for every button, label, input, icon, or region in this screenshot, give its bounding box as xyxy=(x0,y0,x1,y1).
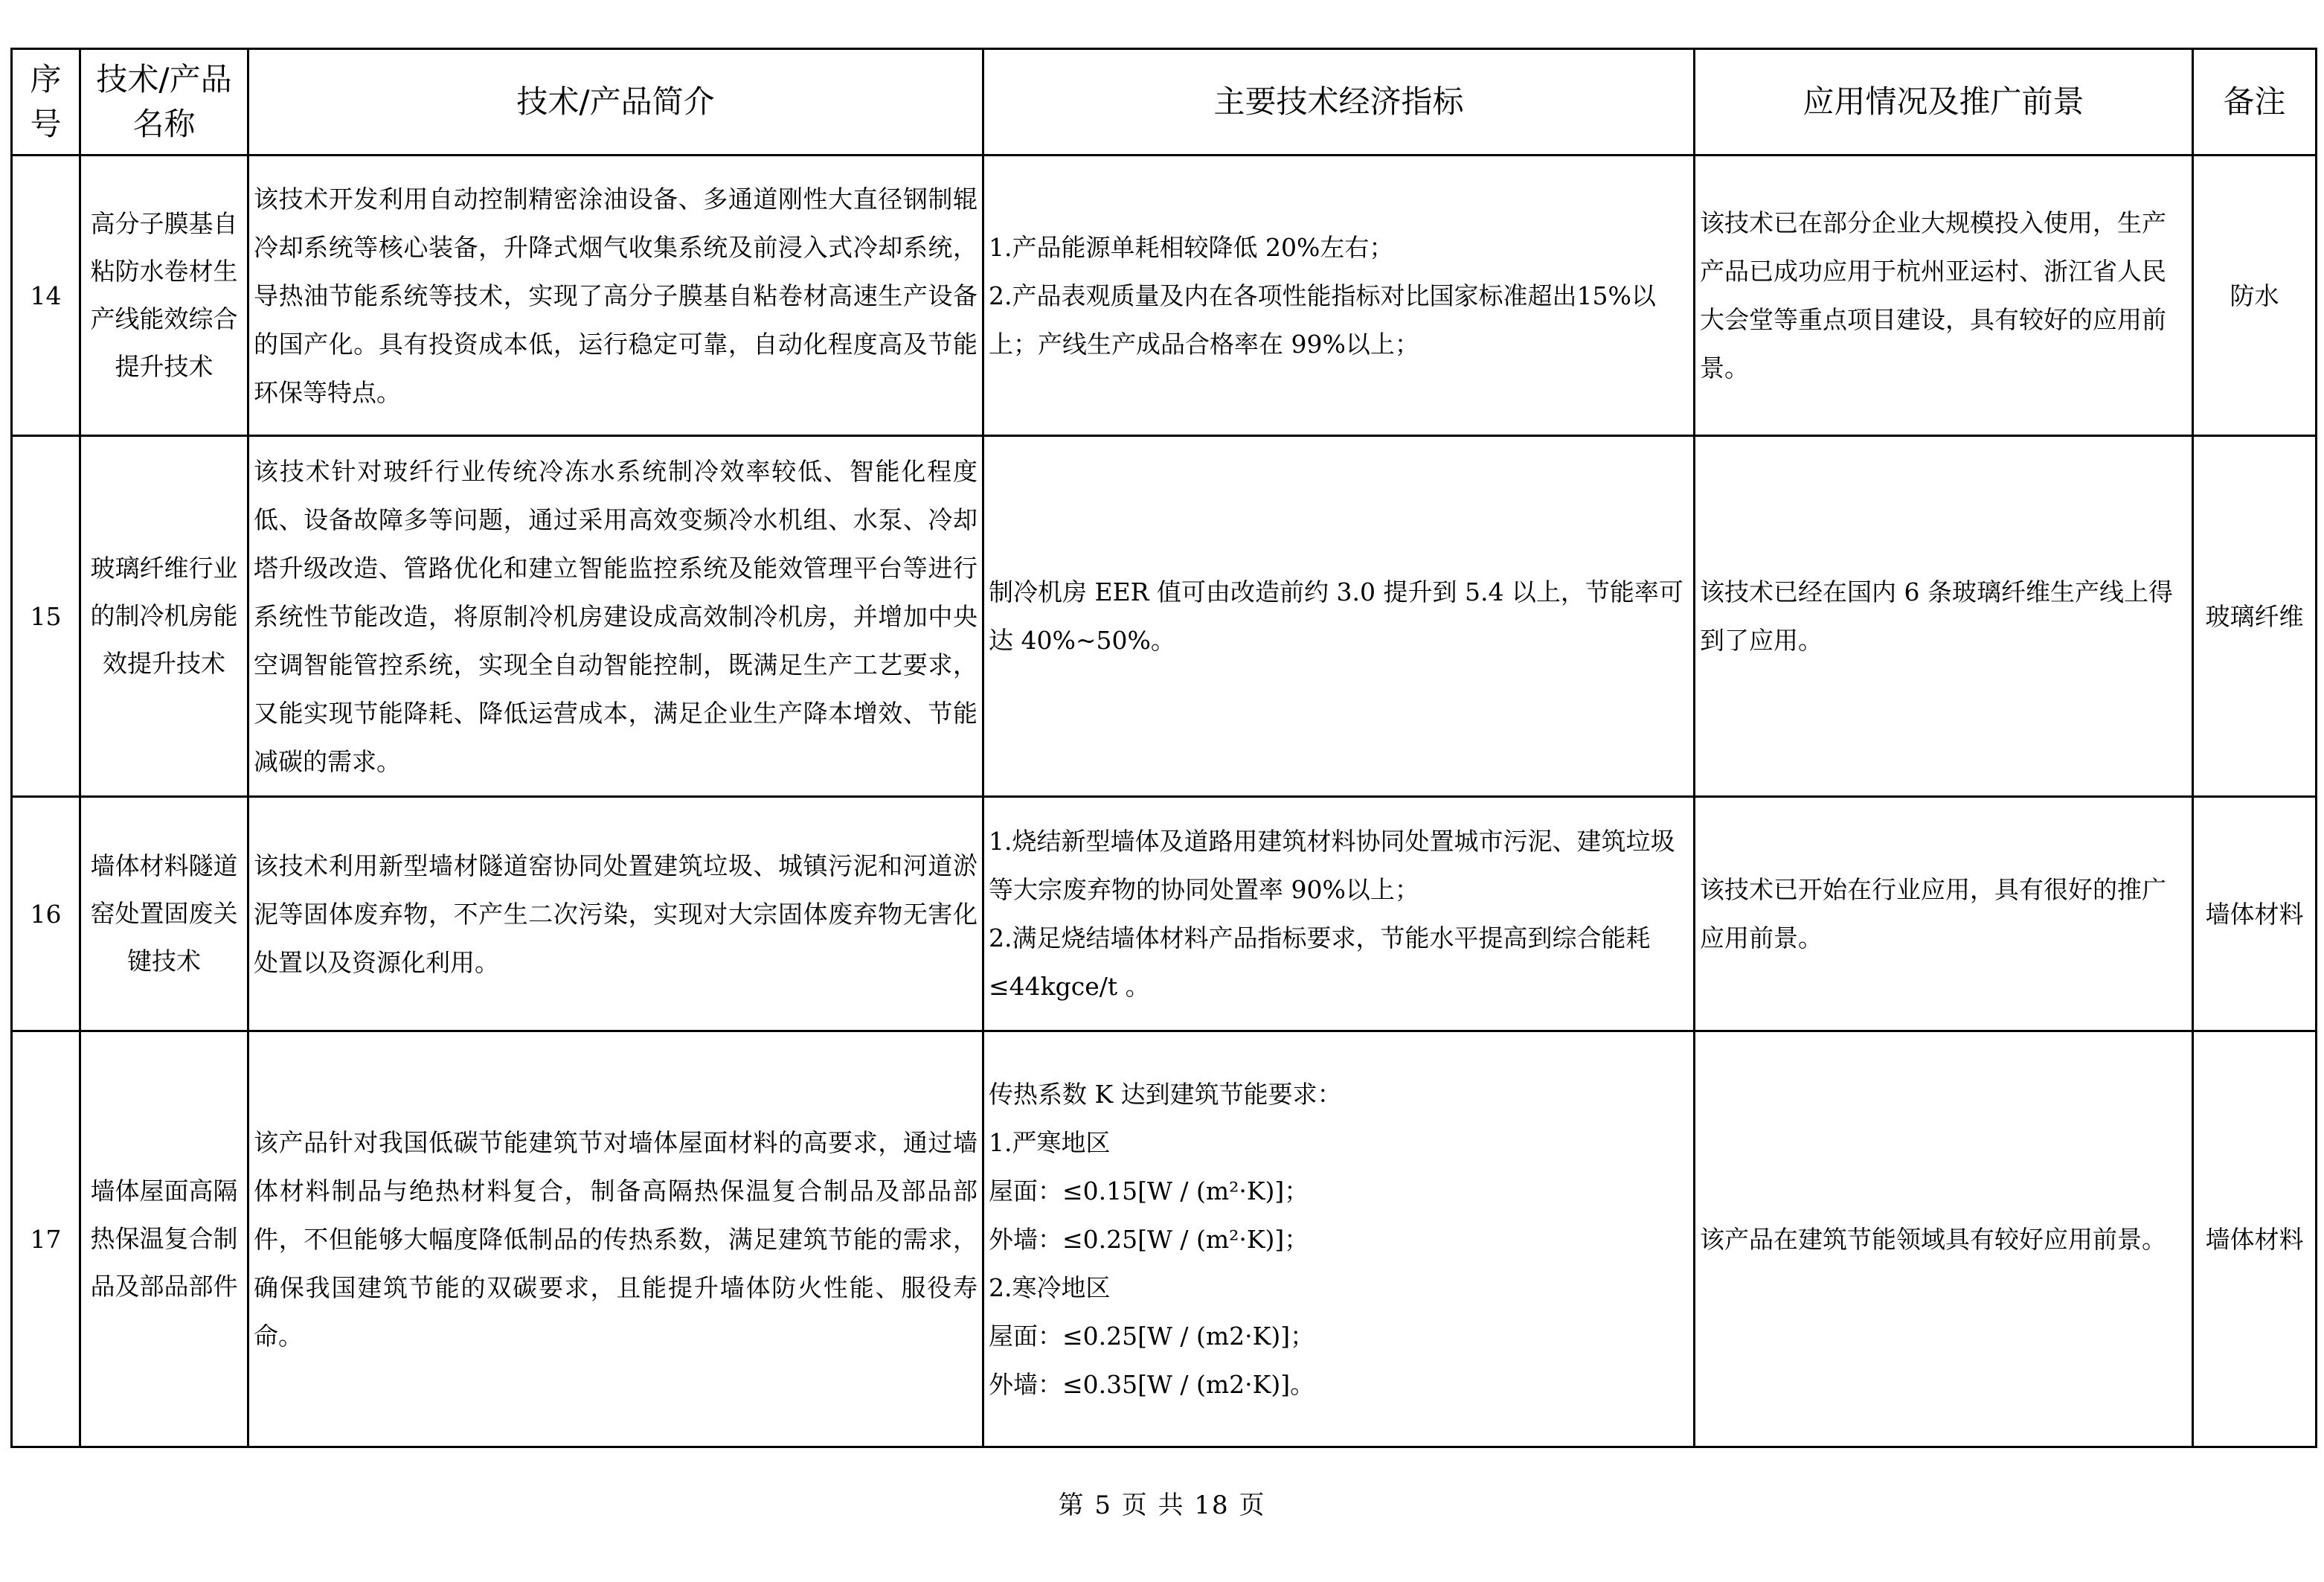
page-number-footer: 第 5 页 共 18 页 xyxy=(1058,1490,1266,1520)
header-name: 技术/产品名称 xyxy=(80,49,248,156)
table-header-row xyxy=(12,49,2317,156)
cell-indicators xyxy=(983,797,1695,1031)
header-no: 序号 xyxy=(12,49,80,156)
cell-intro: 该技术开发利用自动控制精密涂油设备、多通道刚性大直径钢制辊冷却系统等核心装备，升降式烟气收集系统及前浸入式冷却系统，导热油节能系统等技术，实现了高分子膜基自粘卷材高速生产设备的国产化。具有投资成本低，运行稳定可靠，自动化程度高及节能环保等特点。 xyxy=(248,156,983,436)
table-row xyxy=(12,156,2317,436)
table-row xyxy=(12,436,2317,797)
cell-application: 该技术已开始在行业应用，具有很好的推广应用前景。 xyxy=(1695,797,2193,1031)
cell-no: 15 xyxy=(12,436,80,797)
cell-application: 该产品在建筑节能领域具有较好应用前景。 xyxy=(1695,1031,2193,1447)
cell-intro: 该产品针对我国低碳节能建筑节对墙体屋面材料的高要求，通过墙体材料制品与绝热材料复合，制备高隔热保温复合制品及部品部件，不但能够大幅度降低制品的传热系数，满足建筑节能的需求，确保我国建筑节能的双碳要求，且能提升墙体防火性能、服役寿命。 xyxy=(248,1031,983,1447)
indicator-line: 2.产品表观质量及内在各项性能指标对比国家标准超出15%以上；产线生产成品合格率在 99%以上； xyxy=(989,281,1656,359)
indicator-line: 1.严寒地区 xyxy=(989,1127,1111,1157)
indicator-line: 制冷机房 EER 值可由改造前约 3.0 提升到 5.4 以上，节能率可达 40%~50%。 xyxy=(989,577,1683,655)
header-application: 应用情况及推广前景 xyxy=(1695,49,2193,156)
indicator-line: 屋面：≤0.25[W / (m2·K)]； xyxy=(989,1321,1315,1351)
cell-note: 防水 xyxy=(2193,156,2317,436)
cell-application: 该技术已经在国内 6 条玻璃纤维生产线上得到了应用。 xyxy=(1695,436,2193,797)
indicator-line: 传热系数 K 达到建筑节能要求： xyxy=(989,1079,1342,1109)
indicator-line: 外墙：≤0.35[W / (m2·K)]。 xyxy=(989,1369,1315,1399)
cell-name: 墙体材料隧道窑处置固废关键技术 xyxy=(80,797,248,1031)
cell-indicators xyxy=(983,1031,1695,1447)
table-row xyxy=(12,1031,2317,1447)
indicator-line: 1.产品能源单耗相较降低 20%左右； xyxy=(989,232,1394,262)
cell-indicators xyxy=(983,156,1695,436)
cell-indicators xyxy=(983,436,1695,797)
cell-no: 17 xyxy=(12,1031,80,1447)
header-note: 备注 xyxy=(2193,49,2317,156)
cell-no: 14 xyxy=(12,156,80,436)
cell-note: 玻璃纤维 xyxy=(2193,436,2317,797)
indicator-line: 屋面：≤0.15[W / (m²·K)]； xyxy=(989,1176,1309,1205)
cell-name: 高分子膜基自粘防水卷材生产线能效综合提升技术 xyxy=(80,156,248,436)
header-indicators: 主要技术经济指标 xyxy=(983,49,1695,156)
indicator-line: 2.寒冷地区 xyxy=(989,1272,1111,1302)
header-intro: 技术/产品简介 xyxy=(248,49,983,156)
cell-note: 墙体材料 xyxy=(2193,797,2317,1031)
cell-name: 玻璃纤维行业的制冷机房能效提升技术 xyxy=(80,436,248,797)
table-row xyxy=(12,797,2317,1031)
cell-name: 墙体屋面高隔热保温复合制品及部品部件 xyxy=(80,1031,248,1447)
cell-intro: 该技术利用新型墙材隧道窑协同处置建筑垃圾、城镇污泥和河道淤泥等固体废弃物，不产生二次污染，实现对大宗固体废弃物无害化处置以及资源化利用。 xyxy=(248,797,983,1031)
cell-intro: 该技术针对玻纤行业传统冷冻水系统制冷效率较低、智能化程度低、设备故障多等问题，通过采用高效变频冷水机组、水泵、冷却塔升级改造、管路优化和建立智能监控系统及能效管理平台等进行系统性节能改造，将原制冷机房建设成高效制冷机房，并增加中央空调智能管控系统，实现全自动智能控制，既满足生产工艺要求，又能实现节能降耗、降低运营成本，满足企业生产降本增效、节能减碳的需求。 xyxy=(248,436,983,797)
technology-catalog-table xyxy=(10,48,2317,1448)
cell-application: 该技术已在部分企业大规模投入使用，生产产品已成功应用于杭州亚运村、浙江省人民大会堂等重点项目建设，具有较好的应用前景。 xyxy=(1695,156,2193,436)
cell-note: 墙体材料 xyxy=(2193,1031,2317,1447)
cell-no: 16 xyxy=(12,797,80,1031)
indicator-line: 2.满足烧结墙体材料产品指标要求，节能水平提高到综合能耗 ≤44kgce/t 。 xyxy=(989,923,1658,1001)
indicator-line: 外墙：≤0.25[W / (m²·K)]； xyxy=(989,1224,1309,1254)
indicator-line: 1.烧结新型墙体及道路用建筑材料协同处置城市污泥、建筑垃圾等大宗废弃物的协同处置率 90%以上； xyxy=(989,827,1675,904)
